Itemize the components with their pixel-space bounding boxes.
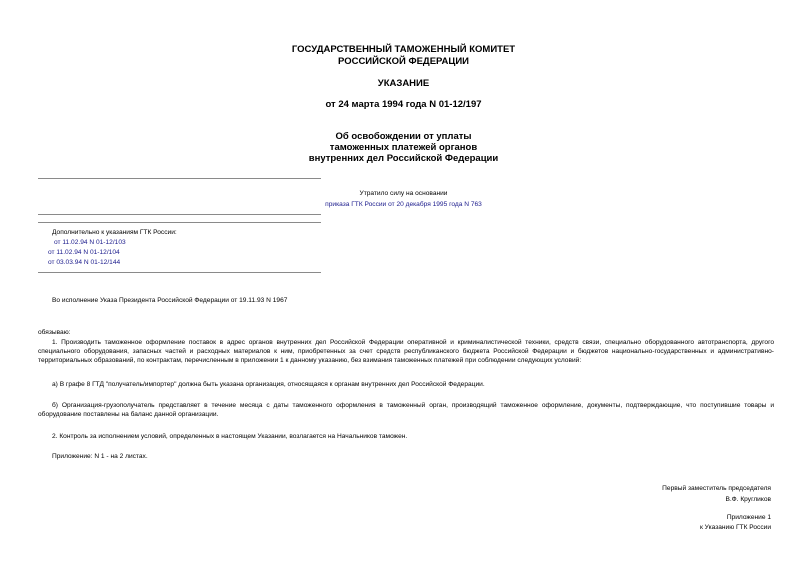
divider xyxy=(38,214,321,215)
paragraph-1: 1. Производить таможенное оформление поставок в адрес органов внутренних дел Российской Федерации оперативной и криминалистической техники, средств связи, специально оборудованного автотранспорта, другого специального оборудования, запасных частей и расходных материалов к ним, приобретенных за счет средств республиканского бюджета Российской Федерации и бюджетов национально-государственных и административно-территориальных образований, по контрактам, перечисленным в приложении 1 к данному указанию, без взимания таможенных платежей при соблюдении следующих условий: xyxy=(38,339,774,365)
paragraph-b: б) Организация-грузополучатель представляет в течение месяца с даты таможенного оформления в таможенный орган, производящий таможенное оформление, документы, подтверждающие, что поступившие товары и оборудование поставлены на баланс данной организации. xyxy=(38,402,774,419)
doc-title-line1: Об освобождении от уплаты xyxy=(335,131,472,142)
divider xyxy=(38,222,321,223)
paragraph-a: а) В графе 8 ГТД "получатель/импортер" должна быть указана организация, относящаяся к органам внутренних дел Российской Федерации. xyxy=(52,381,485,388)
divider xyxy=(38,272,321,273)
doc-title-line3: внутренних дел Российской Федерации xyxy=(308,153,499,164)
signature-name: В.Ф. Кругликов xyxy=(725,496,771,503)
supplement-link[interactable]: от 11.02.94 N 01-12/104 xyxy=(48,249,120,256)
oblige-text: обязываю: xyxy=(38,329,71,336)
appendix-note: Приложение: N 1 - на 2 листах. xyxy=(52,453,148,460)
annex-title: Приложение 1 xyxy=(726,514,771,521)
org-name-line2: РОССИЙСКОЙ ФЕДЕРАЦИИ xyxy=(337,56,469,67)
status-note: Утратило силу на основании xyxy=(359,190,448,197)
org-name-line1: ГОСУДАРСТВЕННЫЙ ТАМОЖЕННЫЙ КОМИТЕТ xyxy=(291,44,516,55)
paragraph-2: 2. Контроль за исполнением условий, определенных в настоящем Указании, возлагается на Начальников таможен. xyxy=(52,433,408,440)
divider xyxy=(38,178,321,179)
supplements-heading: Дополнительно к указаниям ГТК России: xyxy=(52,229,177,236)
signature-position: Первый заместитель председателя xyxy=(662,485,771,492)
supplement-link[interactable]: от 03.03.94 N 01-12/144 xyxy=(48,259,121,266)
supplement-link[interactable]: от 11.02.94 N 01-12/103 xyxy=(54,239,126,246)
doc-type: УКАЗАНИЕ xyxy=(377,78,430,89)
doc-date: от 24 марта 1994 года N 01-12/197 xyxy=(325,99,482,110)
repeal-link[interactable]: приказа ГТК России от 20 декабря 1995 года N 763 xyxy=(325,201,482,208)
intro-text: Во исполнение Указа Президента Российской Федерации от 19.11.93 N 1967 xyxy=(52,297,288,304)
doc-title-line2: таможенных платежей органов xyxy=(329,142,478,153)
annex-reference: к Указанию ГТК России xyxy=(699,524,771,531)
